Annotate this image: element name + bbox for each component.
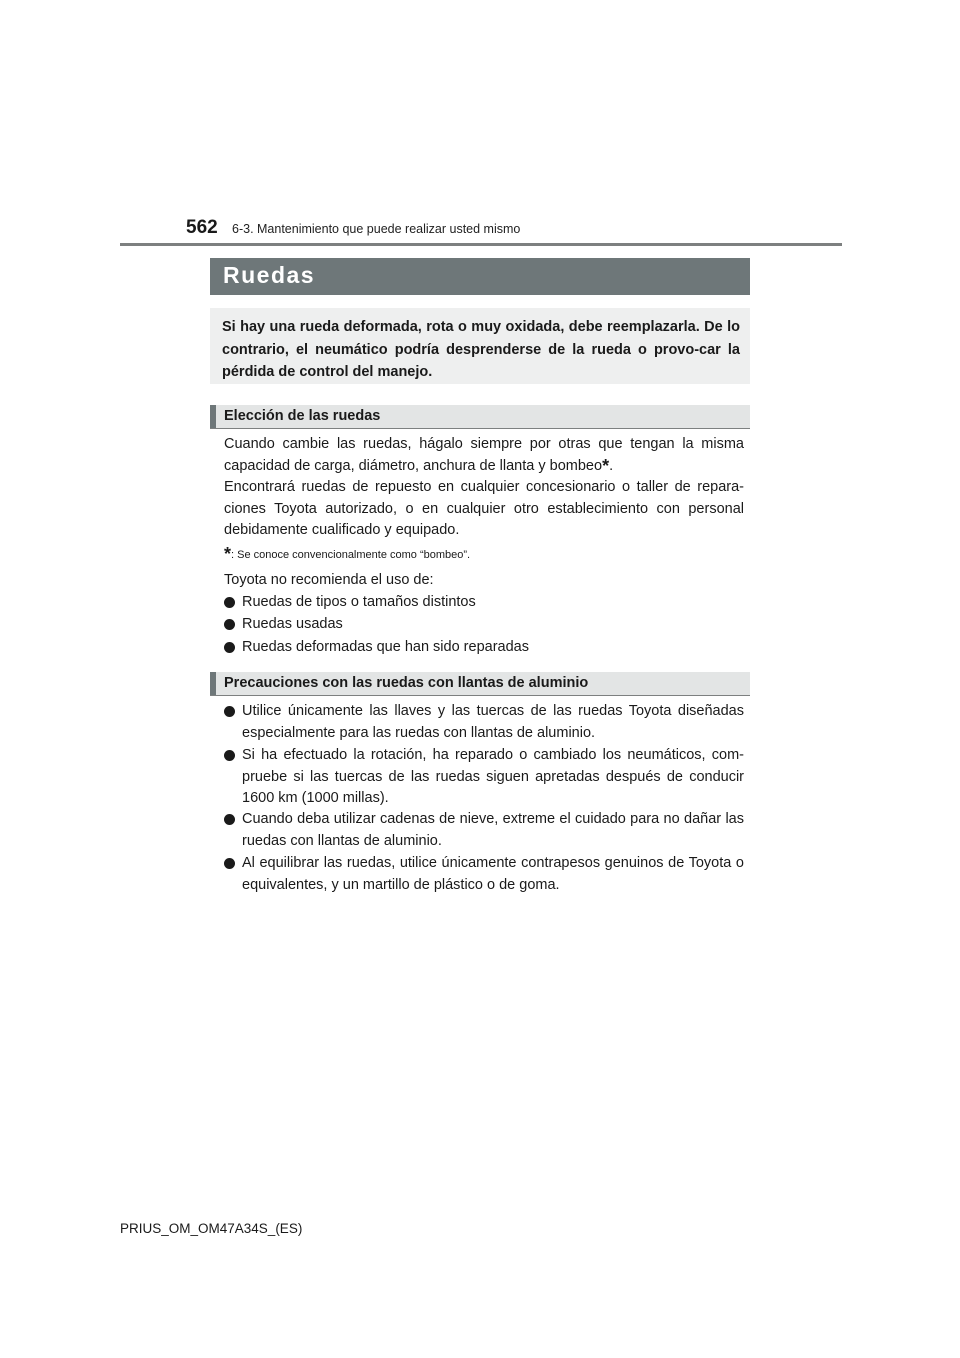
paragraph-not-recommended: Toyota no recomienda el uso de:	[224, 572, 434, 588]
subheading-aluminum-wheels	[210, 672, 750, 696]
subheading-wheel-selection	[210, 405, 750, 429]
bullet-icon	[224, 814, 235, 825]
subheading-text: Elección de las ruedas	[224, 408, 381, 424]
intro-text: Si hay una rueda deformada, rota o muy oxidada, debe reemplazarla. De lo contrario, el neumático podría desprenderse de la rueda o provo-car la pérdida de control del manejo.	[222, 319, 740, 380]
header-rule	[120, 243, 842, 246]
asterisk-mark: *	[602, 455, 610, 476]
bullet-icon	[224, 706, 235, 717]
subheading-text: Precauciones con las ruedas con llantas de aluminio	[224, 675, 589, 691]
bullet-icon	[224, 619, 235, 630]
bullet-icon	[224, 642, 235, 653]
page-number: 562	[186, 217, 218, 238]
list-item: Cuando deba utilizar cadenas de nieve, extreme el cuidado para no dañar las ruedas con llantas de aluminio.	[224, 809, 744, 852]
footnote: *: Se conoce convencionalmente como “bombeo”.	[224, 544, 471, 564]
intro-box	[210, 308, 750, 384]
list-item: Ruedas de tipos o tamaños distintos	[224, 592, 744, 614]
section-label: 6-3. Mantenimiento que puede realizar usted mismo	[232, 222, 521, 236]
list-item: Ruedas deformadas que han sido reparadas	[224, 637, 744, 659]
paragraph-spare-wheels: Encontrará ruedas de repuesto en cualquier concesionario o taller de repara-ciones Toyota autorizado, o en cualquier otro establecimiento con personal debidamente cualificado y equipado.	[224, 479, 744, 538]
list-item: Si ha efectuado la rotación, ha reparado o cambiado los neumáticos, com-pruebe si las tuercas de las ruedas siguen apretadas después de conducir 1600 km (1000 millas).	[224, 745, 744, 810]
bullet-icon	[224, 597, 235, 608]
bullet-icon	[224, 858, 235, 869]
page-title: Ruedas	[223, 262, 316, 288]
title-bar	[210, 258, 750, 295]
paragraph-wheel-requirements: Cuando cambie las ruedas, hágalo siempre por otras que tengan la misma capacidad de carga, diámetro, anchura de llanta y bombeo*.	[224, 436, 744, 476]
list-item: Ruedas usadas	[224, 614, 744, 636]
bullet-icon	[224, 750, 235, 761]
footer-model-code: PRIUS_OM_OM47A34S_(ES)	[120, 1221, 303, 1236]
list-item: Al equilibrar las ruedas, utilice únicamente contrapesos genuinos de Toyota o equivalentes, y un martillo de plástico o de goma.	[224, 853, 744, 896]
list-item: Utilice únicamente las llaves y las tuercas de las ruedas Toyota diseñadas especialmente para las ruedas con llantas de aluminio.	[224, 701, 744, 744]
